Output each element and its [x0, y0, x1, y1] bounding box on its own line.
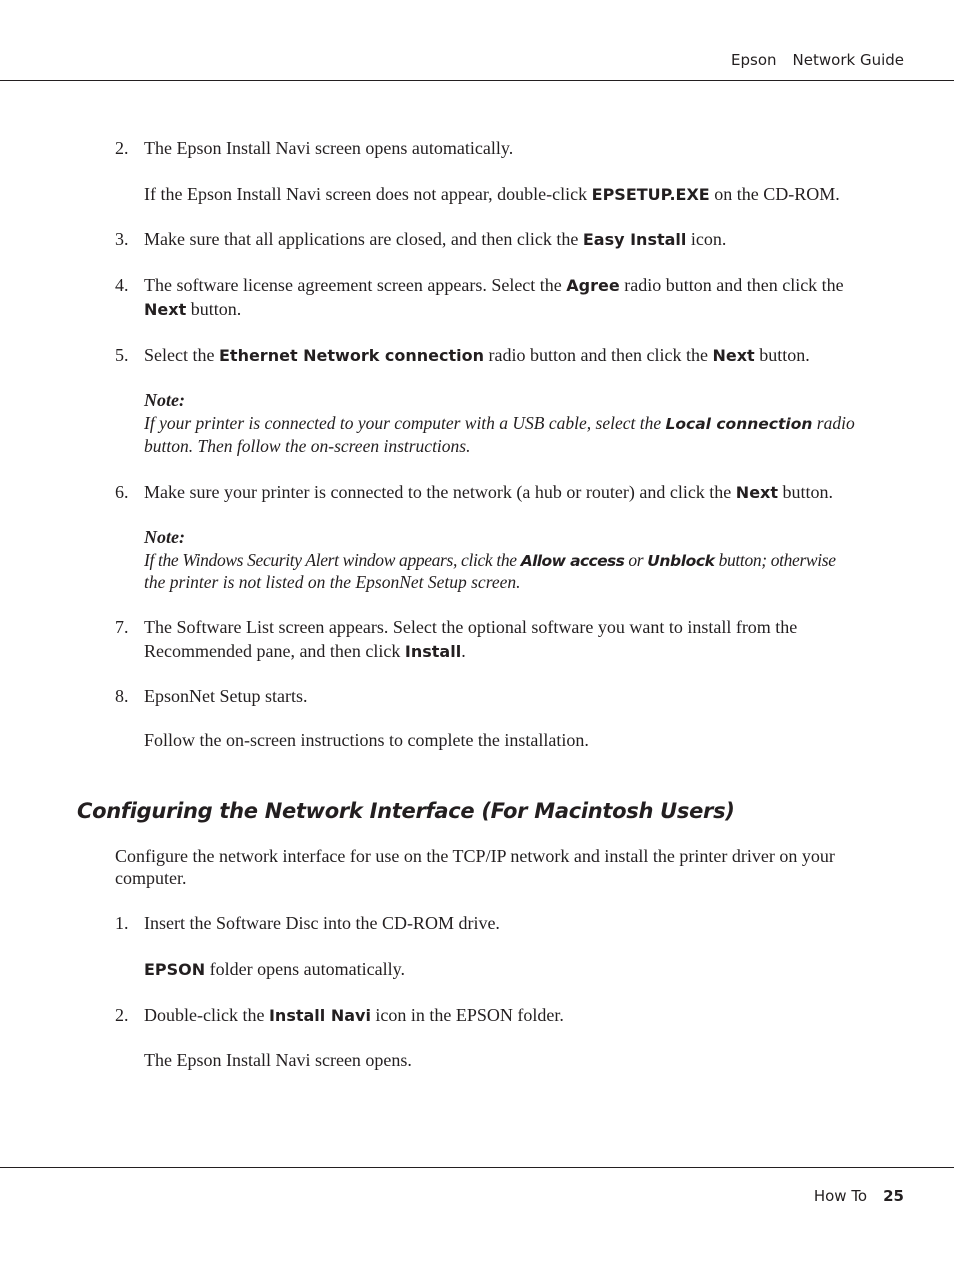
step-number: 6.: [115, 482, 129, 502]
step-text: Select the Ethernet Network connection radio button and then click the Next button.: [144, 345, 810, 365]
step-subtext: Follow the on-screen instructions to complete the installation.: [144, 730, 589, 750]
step-text-continued: Recommended pane, and then click Install.: [144, 641, 466, 661]
step-number: 2.: [115, 138, 129, 158]
note-title: Note:: [144, 390, 185, 410]
step-text-continued: Next button.: [144, 299, 242, 319]
step-subtext: If the Epson Install Navi screen does not appear, double-click EPSETUP.EXE on the CD-ROM.: [144, 184, 840, 204]
step-number: 8.: [115, 686, 129, 706]
step-number: 3.: [115, 229, 129, 249]
step-text: Make sure that all applications are closed, and then click the Easy Install icon.: [144, 229, 727, 249]
step-text: Insert the Software Disc into the CD-ROM drive.: [144, 913, 500, 933]
note-text: If the Windows Security Alert window appears, click the Allow access or Unblock button; otherwise: [144, 550, 836, 570]
header-rule: [0, 80, 954, 81]
step-text: Double-click the Install Navi icon in the EPSON folder.: [144, 1005, 564, 1025]
header-brand: Epson: [731, 51, 777, 69]
step-number: 5.: [115, 345, 129, 365]
page-number: 25: [883, 1187, 904, 1205]
footer-rule: [0, 1167, 954, 1168]
note-text: If your printer is connected to your computer with a USB cable, select the Local connection radio: [144, 413, 855, 433]
step-number: 1.: [115, 913, 129, 933]
section-heading: Configuring the Network Interface (For Macintosh Users): [77, 799, 735, 823]
note-text-continued: button. Then follow the on-screen instructions.: [144, 436, 471, 456]
step-number: 4.: [115, 275, 129, 295]
step-text: The software license agreement screen appears. Select the Agree radio button and then click the: [144, 275, 844, 295]
note-title: Note:: [144, 527, 185, 547]
footer-section: How To: [813, 1187, 868, 1205]
section-intro: Configure the network interface for use on the TCP/IP network and install the printer driver on your: [115, 846, 835, 866]
step-subtext: The Epson Install Navi screen opens.: [144, 1050, 412, 1070]
step-text: EpsonNet Setup starts.: [144, 686, 308, 706]
step-number: 7.: [115, 617, 129, 637]
step-text: The Software List screen appears. Select the optional software you want to install from the: [144, 617, 798, 637]
page-header: [731, 51, 904, 69]
step-text: The Epson Install Navi screen opens automatically.: [144, 138, 514, 158]
page-footer: [814, 1187, 904, 1205]
section-intro-continued: computer.: [115, 868, 187, 888]
step-subtext: EPSON folder opens automatically.: [144, 959, 405, 979]
step-text: Make sure your printer is connected to the network (a hub or router) and click the Next button.: [144, 482, 834, 502]
note-text-continued: the printer is not listed on the EpsonNet Setup screen.: [144, 572, 521, 592]
header-guide-title: Network Guide: [792, 51, 904, 69]
step-number: 2.: [115, 1005, 129, 1025]
